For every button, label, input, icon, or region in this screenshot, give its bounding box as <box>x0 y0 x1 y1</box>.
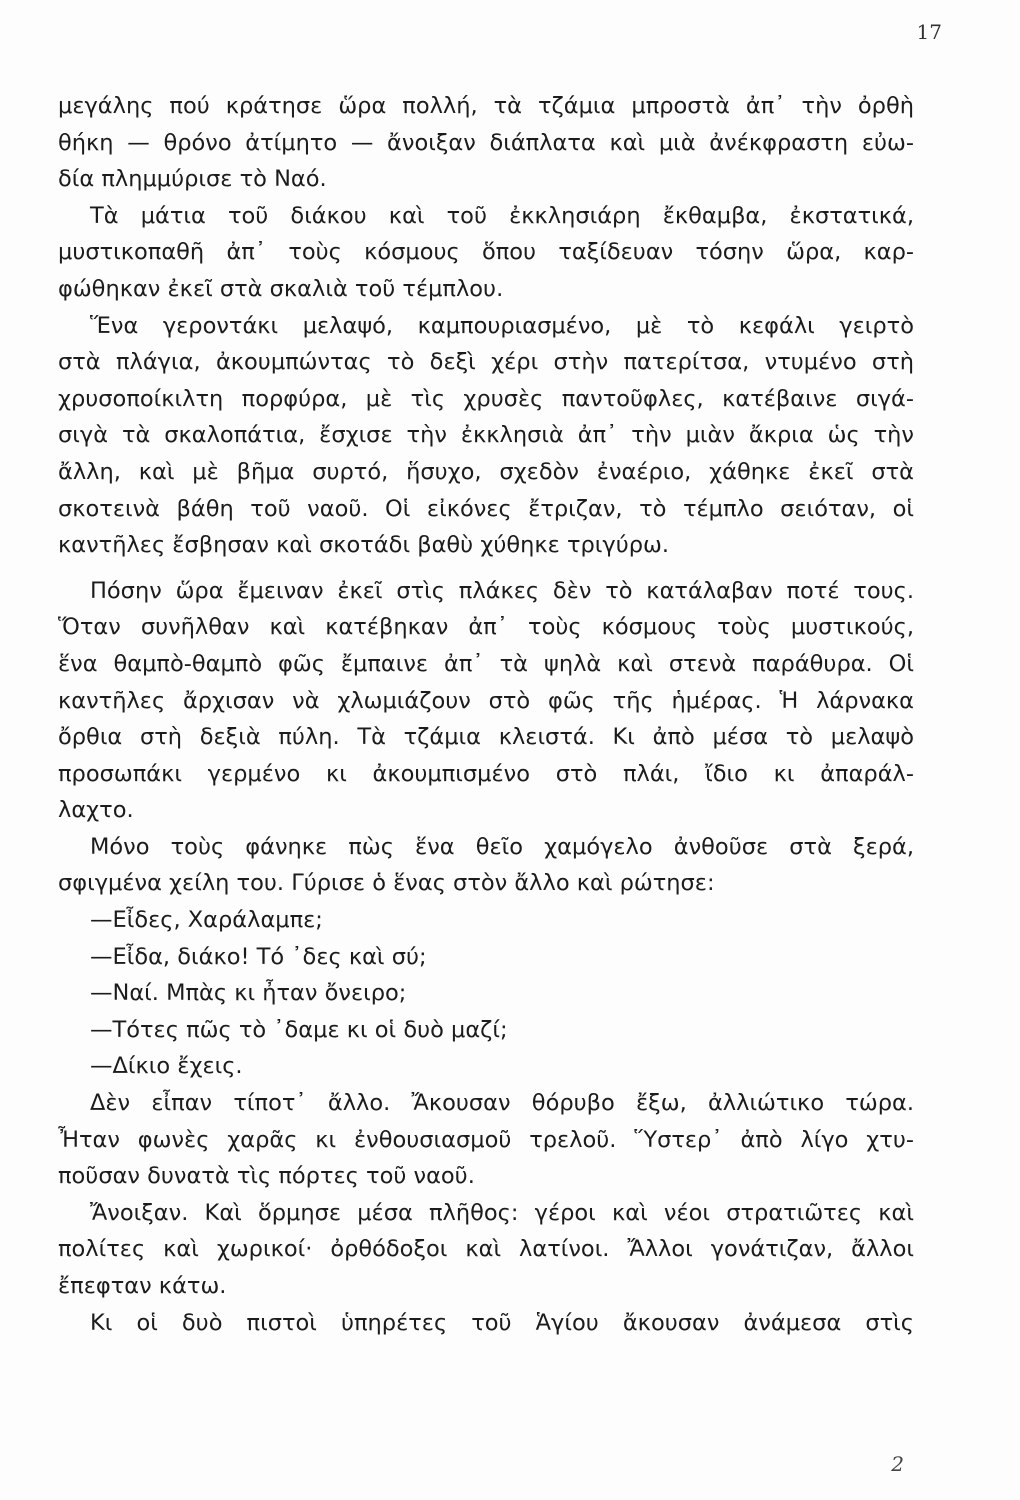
text-line: δία πλημμύρισε τὸ Ναό. <box>58 166 327 193</box>
dialogue-line: —Τότες πῶς τὸ ᾽δαμε κι οἱ δυὸ μαζί; <box>90 1016 508 1043</box>
text-line: λαχτο. <box>58 797 134 824</box>
text-line: ποῦσαν δυνατὰ τὶς πόρτες τοῦ ναοῦ. <box>58 1163 475 1190</box>
text-line: στὰ πλάγια, ἀκουμπώντας τὸ δεξὶ χέρι στὴν πατερίτσα, ντυμένο στὴ <box>58 349 914 376</box>
text-line: ἕνα θαμπὸ-θαμπὸ φῶς ἔμπαινε ἀπ᾽ τὰ ψηλὰ καὶ στενὰ παράθυρα. Οἱ <box>58 650 914 677</box>
text-line: Κι οἱ δυὸ πιστοὶ ὑπηρέτες τοῦ Ἁγίου ἄκουσαν ἀνάμεσα στὶς <box>90 1309 914 1336</box>
text-line: καντῆλες ἄρχισαν νὰ χλωμιάζουν στὸ φῶς τῆς ἡμέρας. Ἡ λάρνακα <box>58 687 914 714</box>
text-line: Ἦταν φωνὲς χαρᾶς κι ἐνθουσιασμοῦ τρελοῦ. Ὕστερ᾽ ἀπὸ λίγο χτυ- <box>58 1126 914 1153</box>
dialogue-line: —Εἶδα, διάκο! Τό ᾽δες καὶ σύ; <box>90 943 427 970</box>
body-text <box>58 88 914 1341</box>
text-line: χρυσοποίκιλτη πορφύρα, μὲ τὶς χρυσὲς παντοῦφλες, κατέβαινε σιγά- <box>58 385 914 412</box>
text-line: Πόσην ὥρα ἔμειναν ἐκεῖ στὶς πλάκες δὲν τὸ κατάλαβαν ποτέ τους. <box>90 577 914 604</box>
printer-signature: 2 <box>891 1452 904 1476</box>
text-line: ἔπεφταν κάτω. <box>58 1273 227 1299</box>
text-line: ἄλλη, καὶ μὲ βῆμα συρτό, ἥσυχο, σχεδὸν ἐναέριο, χάθηκε ἐκεῖ στὰ <box>58 458 914 485</box>
text-line: Δὲν εἶπαν τίποτ᾽ ἄλλο. Ἄκουσαν θόρυβο ἔξω, ἀλλιώτικο τώρα. <box>90 1090 914 1117</box>
page-number: 17 <box>916 20 942 44</box>
text-line: μεγάλης πού κράτησε ὥρα πολλή, τὰ τζάμια μπροστὰ ἀπ᾽ τὴν ὀρθὴ <box>58 93 914 119</box>
paragraph-gap <box>58 564 914 573</box>
text-line: καντῆλες ἔσβησαν καὶ σκοτάδι βαθὺ χύθηκε τριγύρω. <box>58 532 670 559</box>
text-line: φώθηκαν ἐκεῖ στὰ σκαλιὰ τοῦ τέμπλου. <box>58 275 504 302</box>
text-line: Μόνο τοὺς φάνηκε πὼς ἕνα θεῖο χαμόγελο ἀνθοῦσε στὰ ξερά, <box>90 833 914 860</box>
text-line: ὄρθια στὴ δεξιὰ πύλη. Τὰ τζάμια κλειστά. Κι ἀπὸ μέσα τὸ μελαψὸ <box>58 724 914 751</box>
text-line: θήκη — θρόνο ἀτίμητο — ἄνοιξαν διάπλατα καὶ μιὰ ἀνέκφραστη εὐω- <box>58 129 914 156</box>
text-line: σκοτεινὰ βάθη τοῦ ναοῦ. Οἱ εἰκόνες ἔτριζαν, τὸ τέμπλο σειόταν, οἱ <box>58 495 914 522</box>
dialogue-line: —Ναί. Μπὰς κι ἦταν ὄνειρο; <box>90 980 407 1007</box>
text-line: μυστικοπαθῆ ἀπ᾽ τοὺς κόσμους ὅπου ταξίδευαν τόσην ὥρα, καρ- <box>58 239 914 266</box>
text-line: πολίτες καὶ χωρικοί· ὀρθόδοξοι καὶ λατίνοι. Ἄλλοι γονάτιζαν, ἄλλοι <box>58 1236 914 1263</box>
text-line: Ἕνα γεροντάκι μελαψό, καμπουριασμένο, μὲ τὸ κεφάλι γειρτὸ <box>90 312 914 339</box>
text-line: Ἄνοιξαν. Καὶ ὅρμησε μέσα πλῆθος: γέροι καὶ νέοι στρατιῶτες καὶ <box>90 1199 914 1226</box>
text-line: σφιγμένα χείλη του. Γύρισε ὁ ἕνας στὸν ἄλλο καὶ ρώτησε: <box>58 870 715 897</box>
text-line: Ὅταν συνῆλθαν καὶ κατέβηκαν ἀπ᾽ τοὺς κόσμους τοὺς μυστικούς, <box>58 614 914 641</box>
text-line: σιγὰ τὰ σκαλοπάτια, ἔσχισε τὴν ἐκκλησιὰ ἀπ᾽ τὴν μιὰν ἄκρια ὡς τὴν <box>58 422 914 449</box>
dialogue-line: —Εἶδες, Χαράλαμπε; <box>90 907 323 934</box>
dialogue-line: —Δίκιο ἔχεις. <box>90 1053 243 1080</box>
text-line: προσωπάκι γερμένο κι ἀκουμπισμένο στὸ πλάι, ἴδιο κι ἀπαράλ- <box>58 760 914 787</box>
text-line: Τὰ μάτια τοῦ διάκου καὶ τοῦ ἐκκλησιάρη ἔκθαμβα, ἐκστατικά, <box>90 202 914 229</box>
